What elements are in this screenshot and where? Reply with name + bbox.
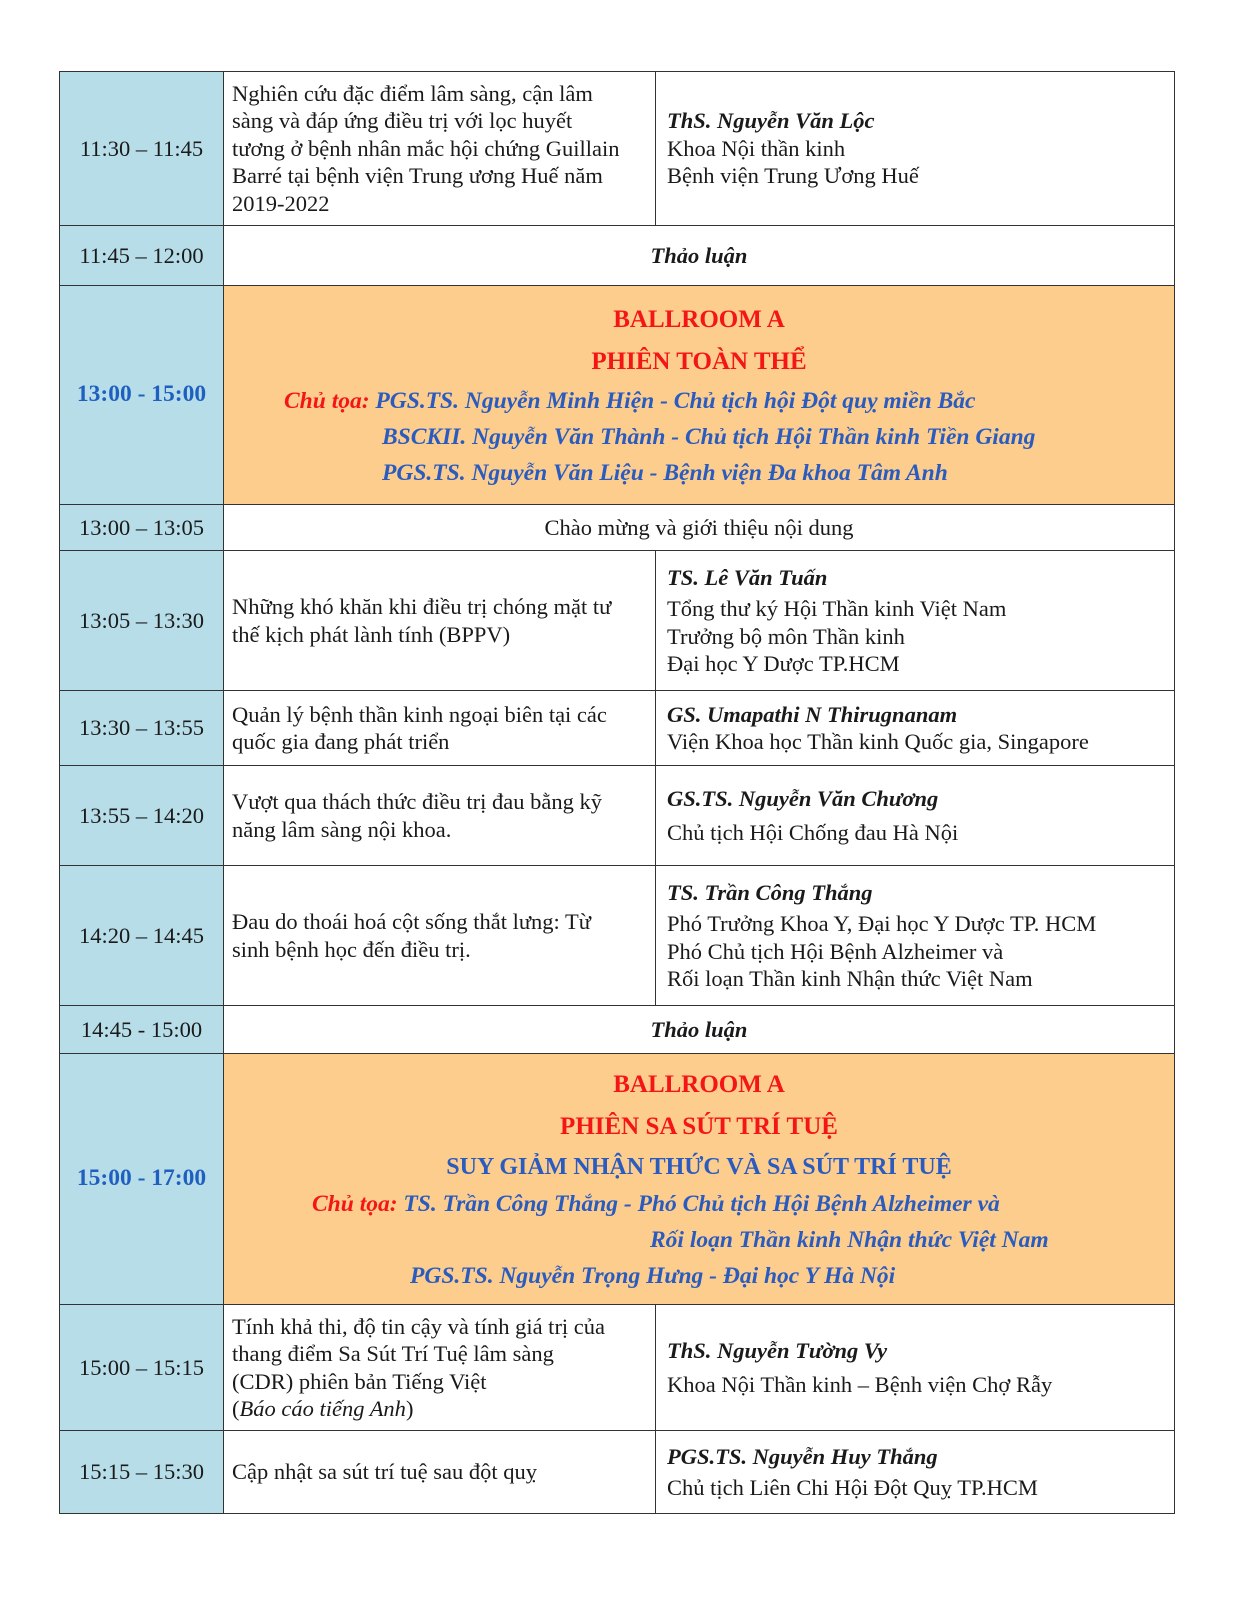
- table-row: [60, 691, 1175, 766]
- session-title: PHIÊN TOÀN THỂ: [591, 348, 807, 375]
- topic-line: Đau do thoái hoá cột sống thắt lưng: Từ: [232, 909, 591, 934]
- topic-line: Nghiên cứu đặc điểm lâm sàng, cận lâm: [232, 80, 593, 106]
- speaker-affiliation: Chủ tịch Hội Chống đau Hà Nội: [667, 819, 959, 845]
- session-row: [60, 286, 1175, 505]
- chair-label: Chủ tọa:: [284, 388, 370, 414]
- speaker-name: ThS. Nguyễn Văn Lộc: [667, 108, 875, 134]
- speaker-affiliation: Khoa Nội thần kinh: [667, 135, 846, 161]
- table-row: [60, 1431, 1175, 1514]
- topic-line: thế kịch phát lành tính (BPPV): [232, 621, 511, 647]
- speaker-affiliation: Phó Trưởng Khoa Y, Đại học Y Dược TP. HCM: [667, 911, 1097, 936]
- topic-line: năng lâm sàng nội khoa.: [232, 816, 452, 842]
- chair-name: PGS.TS. Nguyễn Văn Liệu - Bệnh viện Đa khoa Tâm Anh: [382, 460, 948, 486]
- agenda-table: [59, 71, 1175, 1514]
- time-cell: 13:55 – 14:20: [60, 766, 224, 866]
- speaker-name: GS.TS. Nguyễn Văn Chương: [667, 786, 939, 811]
- chair-name: BSCKII. Nguyễn Văn Thành - Chủ tịch Hội Thần kinh Tiền Giang: [382, 424, 1036, 450]
- speaker-cell: [656, 1431, 1175, 1514]
- paren-open: (: [232, 1396, 240, 1421]
- time-cell: 11:30 – 11:45: [60, 72, 224, 226]
- table-row: [60, 505, 1175, 551]
- table-row: [60, 226, 1175, 286]
- speaker-cell: [656, 551, 1175, 691]
- time-cell: 15:00 – 15:15: [60, 1305, 224, 1431]
- speaker-name: GS. Umapathi N Thirugnanam: [667, 701, 958, 727]
- topic-line: Barré tại bệnh viện Trung ương Huế năm: [232, 163, 603, 189]
- speaker-cell: [656, 1305, 1175, 1431]
- speaker-affiliation: Bệnh viện Trung Ương Huế: [667, 163, 919, 189]
- speaker-name: PGS.TS. Nguyễn Huy Thắng: [667, 1443, 938, 1469]
- speaker-cell: [656, 766, 1175, 866]
- discussion-cell: Thảo luận: [224, 1006, 1175, 1054]
- speaker-name: ThS. Nguyễn Tường Vy: [667, 1338, 888, 1363]
- session-header: [224, 286, 1175, 505]
- welcome-cell: Chào mừng và giới thiệu nội dung: [224, 505, 1175, 551]
- session-room: BALLROOM A: [613, 306, 785, 333]
- time-cell: 11:45 – 12:00: [60, 226, 224, 286]
- table-row: [60, 866, 1175, 1006]
- topic-cell: [224, 1431, 656, 1514]
- speaker-affiliation: Tổng thư ký Hội Thần kinh Việt Nam: [667, 596, 1007, 621]
- topic-note: Báo cáo tiếng Anh: [239, 1396, 406, 1421]
- paren-close: ): [405, 1396, 414, 1421]
- table-row: [60, 1006, 1175, 1054]
- table-row: [60, 551, 1175, 691]
- topic-cell: [224, 691, 656, 766]
- speaker-cell: [656, 691, 1175, 766]
- table-row: [60, 1305, 1175, 1431]
- chair-name: TS. Trần Công Thắng - Phó Chủ tịch Hội Bệnh Alzheimer và: [403, 1191, 1000, 1217]
- topic-line: Những khó khăn khi điều trị chóng mặt tư: [232, 594, 612, 619]
- speaker-name: TS. Lê Văn Tuấn: [667, 564, 828, 590]
- speaker-affiliation: Viện Khoa học Thần kinh Quốc gia, Singapore: [667, 729, 1089, 754]
- topic-line: 2019-2022: [232, 190, 330, 216]
- speaker-affiliation: Phó Chủ tịch Hội Bệnh Alzheimer và: [667, 938, 1004, 964]
- time-cell: 13:30 – 13:55: [60, 691, 224, 766]
- session-title: PHIÊN SA SÚT TRÍ TUỆ: [560, 1113, 838, 1140]
- chair-name: PGS.TS. Nguyễn Trọng Hưng - Đại học Y Hà Nội: [410, 1263, 896, 1289]
- speaker-name: TS. Trần Công Thắng: [667, 879, 873, 905]
- session-room: BALLROOM A: [613, 1071, 785, 1098]
- time-cell: 14:20 – 14:45: [60, 866, 224, 1006]
- topic-line: Vượt qua thách thức điều trị đau bằng kỹ: [232, 789, 602, 814]
- session-row: [60, 1054, 1175, 1305]
- session-time-cell: 15:00 - 17:00: [60, 1054, 224, 1305]
- session-header: [224, 1054, 1175, 1305]
- topic-line: Cập nhật sa sút trí tuệ sau đột quỵ: [232, 1459, 537, 1485]
- session-chair-line: [224, 383, 1174, 419]
- topic-cell: [224, 866, 656, 1006]
- chair-name: Rối loạn Thần kinh Nhận thức Việt Nam: [650, 1227, 1049, 1253]
- topic-line: thang điểm Sa Sút Trí Tuệ lâm sàng: [232, 1341, 554, 1366]
- time-cell: 15:15 – 15:30: [60, 1431, 224, 1514]
- time-cell: 13:00 – 13:05: [60, 505, 224, 551]
- chair-label: Chủ tọa:: [312, 1191, 398, 1217]
- speaker-cell: [656, 866, 1175, 1006]
- topic-line: sinh bệnh học đến điều trị.: [232, 936, 471, 962]
- topic-note-line: [232, 1395, 649, 1423]
- session-chair-line: [224, 1186, 1174, 1222]
- topic-line: (CDR) phiên bản Tiếng Việt: [232, 1368, 487, 1394]
- speaker-cell: [656, 72, 1175, 226]
- chair-name: PGS.TS. Nguyễn Minh Hiện - Chủ tịch hội Đột quỵ miền Bắc: [375, 388, 976, 414]
- topic-line: tương ở bệnh nhân mắc hội chứng Guillain: [232, 135, 620, 161]
- topic-line: quốc gia đang phát triển: [232, 729, 450, 754]
- discussion-cell: Thảo luận: [224, 226, 1175, 286]
- speaker-affiliation: Đại học Y Dược TP.HCM: [667, 651, 900, 676]
- topic-cell: [224, 766, 656, 866]
- table-row: [60, 766, 1175, 866]
- session-time-cell: 13:00 - 15:00: [60, 286, 224, 505]
- time-cell: 13:05 – 13:30: [60, 551, 224, 691]
- topic-line: Tính khả thi, độ tin cậy và tính giá trị của: [232, 1313, 606, 1339]
- topic-line: sàng và đáp ứng điều trị với lọc huyết: [232, 108, 573, 134]
- speaker-affiliation: Rối loạn Thần kinh Nhận thức Việt Nam: [667, 966, 1033, 991]
- topic-cell: [224, 1305, 656, 1431]
- speaker-affiliation: Trưởng bộ môn Thần kinh: [667, 623, 905, 649]
- topic-cell: [224, 551, 656, 691]
- session-subtitle: SUY GIẢM NHẬN THỨC VÀ SA SÚT TRÍ TUỆ: [446, 1154, 952, 1180]
- topic-line: Quản lý bệnh thần kinh ngoại biên tại các: [232, 701, 607, 727]
- time-cell: 14:45 - 15:00: [60, 1006, 224, 1054]
- speaker-affiliation: Khoa Nội Thần kinh – Bệnh viện Chợ Rẫy: [667, 1371, 1053, 1397]
- speaker-affiliation: Chủ tịch Liên Chi Hội Đột Quỵ TP.HCM: [667, 1475, 1038, 1500]
- topic-cell: [224, 72, 656, 226]
- table-row: [60, 72, 1175, 226]
